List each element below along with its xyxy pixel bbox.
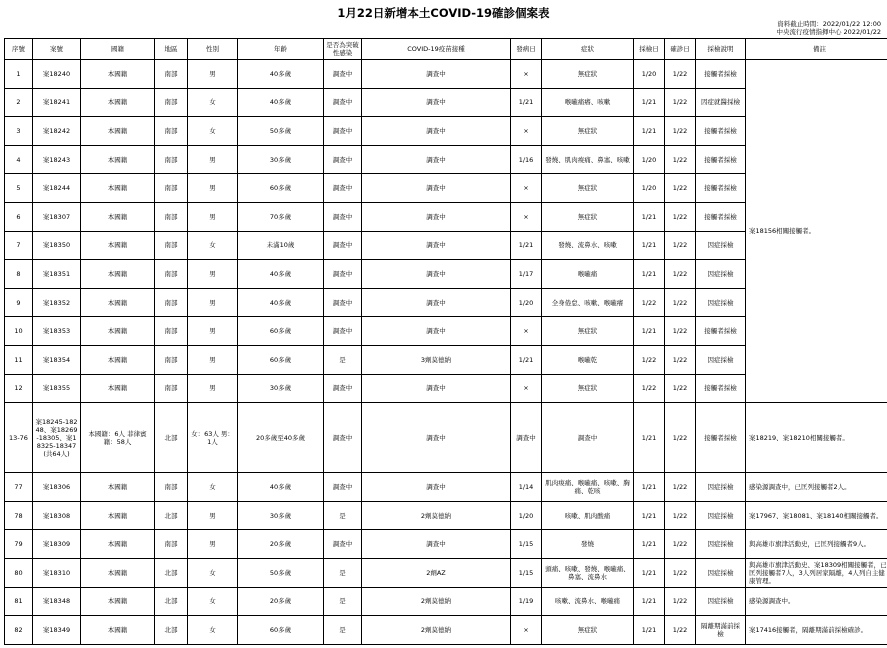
cell-gender: 男 bbox=[188, 374, 238, 403]
cell-sampling-reason: 接觸者採檢 bbox=[696, 317, 746, 346]
cell-symptoms: 喉嚨痛癢、咳嗽 bbox=[542, 88, 634, 117]
cell-sampling-reason: 接觸者採檢 bbox=[696, 117, 746, 146]
cell-sampling-reason: 因症採檢 bbox=[696, 530, 746, 559]
cell-region: 南部 bbox=[155, 374, 188, 403]
cell-onset-date: × bbox=[511, 117, 542, 146]
cell-seq: 8 bbox=[5, 260, 33, 289]
cell-gender: 男 bbox=[188, 60, 238, 89]
cell-region: 南部 bbox=[155, 60, 188, 89]
cell-gender: 男 bbox=[188, 202, 238, 231]
cell-seq: 82 bbox=[5, 616, 33, 645]
cell-breakthrough: 調查中 bbox=[324, 288, 362, 317]
cell-case-no: 案18242 bbox=[33, 117, 81, 146]
cell-sampling-reason: 接觸者採檢 bbox=[696, 202, 746, 231]
cell-case-no: 案18240 bbox=[33, 60, 81, 89]
cell-remarks: 與高雄市旗津活動史、案18309相關接觸者，已匡列接觸者7人，3人列居家隔離，4人列自主健康管理。 bbox=[746, 558, 887, 587]
cell-sample-date: 1/20 bbox=[634, 145, 665, 174]
cell-breakthrough: 調查中 bbox=[324, 231, 362, 260]
cell-vaccine: 調查中 bbox=[362, 202, 511, 231]
cell-region: 南部 bbox=[155, 88, 188, 117]
header-sampling-reason: 採檢說明 bbox=[696, 39, 746, 60]
cell-region: 南部 bbox=[155, 288, 188, 317]
cell-breakthrough: 是 bbox=[324, 587, 362, 616]
cell-onset-date: 1/21 bbox=[511, 88, 542, 117]
cell-region: 南部 bbox=[155, 530, 188, 559]
cell-confirm-date: 1/22 bbox=[665, 260, 696, 289]
cell-symptoms: 喉嚨痛 bbox=[542, 260, 634, 289]
cell-age: 70多歲 bbox=[238, 202, 324, 231]
cell-onset-date: × bbox=[511, 174, 542, 203]
table-row bbox=[5, 530, 887, 559]
cell-gender: 女 bbox=[188, 88, 238, 117]
cell-age: 50多歲 bbox=[238, 117, 324, 146]
cell-age: 40多歲 bbox=[238, 288, 324, 317]
cell-seq: 13-76 bbox=[5, 403, 33, 473]
cell-confirm-date: 1/22 bbox=[665, 374, 696, 403]
cell-nationality: 本國籍 bbox=[81, 317, 155, 346]
cell-confirm-date: 1/22 bbox=[665, 60, 696, 89]
cell-seq: 77 bbox=[5, 473, 33, 502]
cell-onset-date: 1/21 bbox=[511, 345, 542, 374]
cell-symptoms: 調查中 bbox=[542, 403, 634, 473]
cell-age: 60多歲 bbox=[238, 616, 324, 645]
cell-sampling-reason: 因症採檢 bbox=[696, 587, 746, 616]
table-row bbox=[5, 616, 887, 645]
cell-confirm-date: 1/22 bbox=[665, 288, 696, 317]
table-row bbox=[5, 558, 887, 587]
table-row bbox=[5, 473, 887, 502]
cell-confirm-date: 1/22 bbox=[665, 403, 696, 473]
header-vaccine: COVID-19疫苗接種 bbox=[362, 39, 511, 60]
header-region: 地區 bbox=[155, 39, 188, 60]
cell-region: 南部 bbox=[155, 145, 188, 174]
cell-confirm-date: 1/22 bbox=[665, 231, 696, 260]
cell-age: 60多歲 bbox=[238, 317, 324, 346]
cell-nationality: 本國籍 bbox=[81, 174, 155, 203]
cell-seq: 6 bbox=[5, 202, 33, 231]
cell-onset-date: 1/16 bbox=[511, 145, 542, 174]
cell-confirm-date: 1/22 bbox=[665, 587, 696, 616]
cell-breakthrough: 調查中 bbox=[324, 260, 362, 289]
cell-sample-date: 1/21 bbox=[634, 473, 665, 502]
cell-confirm-date: 1/22 bbox=[665, 616, 696, 645]
cell-case-no: 案18355 bbox=[33, 374, 81, 403]
cell-vaccine: 2劑莫德納 bbox=[362, 587, 511, 616]
cell-symptoms: 無症狀 bbox=[542, 202, 634, 231]
cell-gender: 女 bbox=[188, 231, 238, 260]
cell-confirm-date: 1/22 bbox=[665, 88, 696, 117]
cell-case-no: 案18348 bbox=[33, 587, 81, 616]
cell-sample-date: 1/21 bbox=[634, 403, 665, 473]
cell-region: 北部 bbox=[155, 403, 188, 473]
cell-vaccine: 調查中 bbox=[362, 231, 511, 260]
issuer-line: 中央流行疫情指揮中心 2022/01/22 bbox=[776, 28, 881, 36]
cell-onset-date: 1/15 bbox=[511, 530, 542, 559]
cell-symptoms: 喉嚨乾 bbox=[542, 345, 634, 374]
cell-onset-date: × bbox=[511, 317, 542, 346]
cell-nationality: 本國籍 bbox=[81, 616, 155, 645]
cell-age: 30多歲 bbox=[238, 501, 324, 530]
cell-seq: 3 bbox=[5, 117, 33, 146]
header-gender: 性別 bbox=[188, 39, 238, 60]
cell-symptoms: 發燒、肌肉痠痛、鼻塞、咳嗽 bbox=[542, 145, 634, 174]
cell-remarks: 感染源調查中，已匡列接觸者2人。 bbox=[746, 473, 887, 502]
cell-age: 30多歲 bbox=[238, 145, 324, 174]
cell-case-no: 案18309 bbox=[33, 530, 81, 559]
cell-nationality: 本國籍 bbox=[81, 231, 155, 260]
cell-symptoms: 發燒 bbox=[542, 530, 634, 559]
cell-nationality: 本國籍 bbox=[81, 530, 155, 559]
cell-gender: 女 bbox=[188, 117, 238, 146]
cell-sampling-reason: 因症採檢 bbox=[696, 345, 746, 374]
cell-nationality: 本國籍 bbox=[81, 558, 155, 587]
cell-vaccine: 調查中 bbox=[362, 530, 511, 559]
cell-age: 30多歲 bbox=[238, 374, 324, 403]
cell-sampling-reason: 因症採檢 bbox=[696, 473, 746, 502]
cell-nationality: 本國籍：6人 菲律賓籍：58人 bbox=[81, 403, 155, 473]
cell-region: 南部 bbox=[155, 117, 188, 146]
cell-remarks: 案17416接觸者，隔離期滿前採檢確診。 bbox=[746, 616, 887, 645]
cell-breakthrough: 調查中 bbox=[324, 403, 362, 473]
cell-vaccine: 調查中 bbox=[362, 317, 511, 346]
cell-seq: 80 bbox=[5, 558, 33, 587]
cell-breakthrough: 是 bbox=[324, 616, 362, 645]
cell-seq: 4 bbox=[5, 145, 33, 174]
cell-confirm-date: 1/22 bbox=[665, 501, 696, 530]
cell-sample-date: 1/22 bbox=[634, 374, 665, 403]
cell-sampling-reason: 隔離期滿前採檢 bbox=[696, 616, 746, 645]
cell-sampling-reason: 因症採檢 bbox=[696, 231, 746, 260]
header-remarks: 備註 bbox=[746, 39, 887, 60]
cell-region: 北部 bbox=[155, 616, 188, 645]
cell-nationality: 本國籍 bbox=[81, 145, 155, 174]
cell-seq: 7 bbox=[5, 231, 33, 260]
cell-remarks: 案18156相關接觸者。 bbox=[746, 60, 887, 403]
cell-vaccine: 調查中 bbox=[362, 174, 511, 203]
cell-sample-date: 1/21 bbox=[634, 317, 665, 346]
cell-region: 北部 bbox=[155, 587, 188, 616]
cell-age: 20多歲至40多歲 bbox=[238, 403, 324, 473]
cell-symptoms: 頭痛、咳嗽、發燒、喉嚨痛、鼻塞、流鼻水 bbox=[542, 558, 634, 587]
cell-vaccine: 調查中 bbox=[362, 88, 511, 117]
cell-sampling-reason: 接觸者採檢 bbox=[696, 403, 746, 473]
cell-breakthrough: 調查中 bbox=[324, 374, 362, 403]
cell-region: 南部 bbox=[155, 345, 188, 374]
cell-case-no: 案18353 bbox=[33, 317, 81, 346]
cell-region: 南部 bbox=[155, 231, 188, 260]
header-breakthrough: 是否為突破性感染 bbox=[324, 39, 362, 60]
cell-confirm-date: 1/22 bbox=[665, 530, 696, 559]
table-row bbox=[5, 60, 887, 89]
cell-case-no: 案18243 bbox=[33, 145, 81, 174]
cell-region: 北部 bbox=[155, 558, 188, 587]
cell-breakthrough: 調查中 bbox=[324, 60, 362, 89]
cell-onset-date: 調查中 bbox=[511, 403, 542, 473]
cell-sampling-reason: 因症採檢 bbox=[696, 260, 746, 289]
cell-sample-date: 1/22 bbox=[634, 288, 665, 317]
cell-case-no: 案18307 bbox=[33, 202, 81, 231]
cell-nationality: 本國籍 bbox=[81, 260, 155, 289]
cell-vaccine: 調查中 bbox=[362, 288, 511, 317]
cell-breakthrough: 是 bbox=[324, 558, 362, 587]
cell-breakthrough: 是 bbox=[324, 501, 362, 530]
cell-gender: 男 bbox=[188, 260, 238, 289]
cell-age: 20多歲 bbox=[238, 587, 324, 616]
cell-case-no: 案18310 bbox=[33, 558, 81, 587]
table-row bbox=[5, 501, 887, 530]
cell-case-no: 案18352 bbox=[33, 288, 81, 317]
cell-confirm-date: 1/22 bbox=[665, 117, 696, 146]
cell-onset-date: × bbox=[511, 374, 542, 403]
cell-symptoms: 肌肉痠痛、喉嚨痛、咳嗽、胸痛、乾咳 bbox=[542, 473, 634, 502]
cell-sampling-reason: 接觸者採檢 bbox=[696, 374, 746, 403]
cell-breakthrough: 調查中 bbox=[324, 317, 362, 346]
cell-region: 南部 bbox=[155, 473, 188, 502]
header-case-no: 案號 bbox=[33, 39, 81, 60]
cell-sample-date: 1/21 bbox=[634, 117, 665, 146]
cell-vaccine: 調查中 bbox=[362, 60, 511, 89]
cell-age: 40多歲 bbox=[238, 60, 324, 89]
cell-breakthrough: 調查中 bbox=[324, 202, 362, 231]
cell-nationality: 本國籍 bbox=[81, 288, 155, 317]
header-onset-date: 發病日 bbox=[511, 39, 542, 60]
cell-sample-date: 1/21 bbox=[634, 530, 665, 559]
cell-seq: 2 bbox=[5, 88, 33, 117]
cell-case-no: 案18308 bbox=[33, 501, 81, 530]
cell-nationality: 本國籍 bbox=[81, 473, 155, 502]
cell-symptoms: 咳嗽、肌肉酸痛 bbox=[542, 501, 634, 530]
cell-onset-date: 1/15 bbox=[511, 558, 542, 587]
cell-age: 60多歲 bbox=[238, 345, 324, 374]
cell-vaccine: 2劑莫德納 bbox=[362, 501, 511, 530]
cell-gender: 男 bbox=[188, 501, 238, 530]
cell-sampling-reason: 接觸者採檢 bbox=[696, 60, 746, 89]
cell-case-no: 案18354 bbox=[33, 345, 81, 374]
cell-case-no: 案18241 bbox=[33, 88, 81, 117]
cell-seq: 5 bbox=[5, 174, 33, 203]
cell-onset-date: 1/20 bbox=[511, 501, 542, 530]
cell-remarks: 感染源調查中。 bbox=[746, 587, 887, 616]
cell-seq: 81 bbox=[5, 587, 33, 616]
cell-onset-date: 1/17 bbox=[511, 260, 542, 289]
table-body bbox=[5, 60, 887, 645]
cell-vaccine: 2劑AZ bbox=[362, 558, 511, 587]
cell-sampling-reason: 因症採檢 bbox=[696, 501, 746, 530]
cell-gender: 男 bbox=[188, 145, 238, 174]
cell-region: 南部 bbox=[155, 202, 188, 231]
cell-gender: 男 bbox=[188, 174, 238, 203]
header-nationality: 國籍 bbox=[81, 39, 155, 60]
cell-gender: 女 bbox=[188, 473, 238, 502]
cell-seq: 79 bbox=[5, 530, 33, 559]
cell-symptoms: 發燒、流鼻水、咳嗽 bbox=[542, 231, 634, 260]
cell-confirm-date: 1/22 bbox=[665, 202, 696, 231]
cell-sample-date: 1/21 bbox=[634, 587, 665, 616]
report-meta bbox=[776, 20, 881, 36]
data-cutoff-time: 資料截止時間：2022/01/22 12:00 bbox=[777, 20, 881, 28]
cell-vaccine: 調查中 bbox=[362, 403, 511, 473]
cell-breakthrough: 調查中 bbox=[324, 174, 362, 203]
table-row bbox=[5, 587, 887, 616]
cell-sample-date: 1/21 bbox=[634, 501, 665, 530]
cell-symptoms: 無症狀 bbox=[542, 60, 634, 89]
cell-breakthrough: 調查中 bbox=[324, 117, 362, 146]
cell-sampling-reason: 接觸者採檢 bbox=[696, 174, 746, 203]
header-sample-date: 採檢日 bbox=[634, 39, 665, 60]
cell-gender: 女 bbox=[188, 558, 238, 587]
cell-age: 40多歲 bbox=[238, 473, 324, 502]
header-confirm-date: 確診日 bbox=[665, 39, 696, 60]
cell-vaccine: 3劑莫德納 bbox=[362, 345, 511, 374]
cell-sampling-reason: 接觸者採檢 bbox=[696, 145, 746, 174]
cell-nationality: 本國籍 bbox=[81, 501, 155, 530]
cell-confirm-date: 1/22 bbox=[665, 145, 696, 174]
cell-gender: 女 bbox=[188, 587, 238, 616]
cell-gender: 女 bbox=[188, 616, 238, 645]
header-row bbox=[5, 39, 887, 60]
cell-symptoms: 全身倦怠、咳嗽、喉嚨癢 bbox=[542, 288, 634, 317]
cell-sample-date: 1/21 bbox=[634, 260, 665, 289]
cell-breakthrough: 調查中 bbox=[324, 88, 362, 117]
cell-region: 南部 bbox=[155, 317, 188, 346]
cell-remarks: 與高雄市旗津活動史，已匡列接觸者9人。 bbox=[746, 530, 887, 559]
header-seq: 序號 bbox=[5, 39, 33, 60]
cell-onset-date: × bbox=[511, 616, 542, 645]
cell-onset-date: 1/19 bbox=[511, 587, 542, 616]
cell-breakthrough: 是 bbox=[324, 345, 362, 374]
cell-vaccine: 調查中 bbox=[362, 473, 511, 502]
cell-nationality: 本國籍 bbox=[81, 587, 155, 616]
cell-age: 未滿10歲 bbox=[238, 231, 324, 260]
cell-onset-date: 1/14 bbox=[511, 473, 542, 502]
header-age: 年齡 bbox=[238, 39, 324, 60]
cell-seq: 10 bbox=[5, 317, 33, 346]
cell-symptoms: 無症狀 bbox=[542, 317, 634, 346]
cell-vaccine: 2劑莫德納 bbox=[362, 616, 511, 645]
cell-sample-date: 1/21 bbox=[634, 231, 665, 260]
cell-onset-date: 1/20 bbox=[511, 288, 542, 317]
cell-age: 40多歲 bbox=[238, 88, 324, 117]
cell-breakthrough: 調查中 bbox=[324, 530, 362, 559]
cell-age: 20多歲 bbox=[238, 530, 324, 559]
cell-nationality: 本國籍 bbox=[81, 60, 155, 89]
cell-case-no: 案18350 bbox=[33, 231, 81, 260]
cell-confirm-date: 1/22 bbox=[665, 317, 696, 346]
cell-region: 南部 bbox=[155, 174, 188, 203]
cell-breakthrough: 調查中 bbox=[324, 145, 362, 174]
cell-confirm-date: 1/22 bbox=[665, 174, 696, 203]
cell-sampling-reason: 因症採檢 bbox=[696, 558, 746, 587]
cell-sample-date: 1/20 bbox=[634, 174, 665, 203]
cell-symptoms: 無症狀 bbox=[542, 616, 634, 645]
cell-gender: 男 bbox=[188, 345, 238, 374]
cell-symptoms: 無症狀 bbox=[542, 117, 634, 146]
cell-case-no: 案18245-18248、案18269-18305、案18325-18347 (共64人) bbox=[33, 403, 81, 473]
cell-nationality: 本國籍 bbox=[81, 202, 155, 231]
cell-remarks: 案17967、案18081、案18140相關接觸者。 bbox=[746, 501, 887, 530]
cell-gender: 男 bbox=[188, 530, 238, 559]
cell-sample-date: 1/21 bbox=[634, 558, 665, 587]
cell-sampling-reason: 因症採檢 bbox=[696, 288, 746, 317]
cell-case-no: 案18306 bbox=[33, 473, 81, 502]
cell-vaccine: 調查中 bbox=[362, 117, 511, 146]
cell-age: 50多歲 bbox=[238, 558, 324, 587]
cell-vaccine: 調查中 bbox=[362, 374, 511, 403]
cell-symptoms: 無症狀 bbox=[542, 174, 634, 203]
cell-sample-date: 1/22 bbox=[634, 345, 665, 374]
cell-onset-date: 1/21 bbox=[511, 231, 542, 260]
cell-nationality: 本國籍 bbox=[81, 345, 155, 374]
cell-seq: 12 bbox=[5, 374, 33, 403]
cell-seq: 9 bbox=[5, 288, 33, 317]
cell-breakthrough: 調查中 bbox=[324, 473, 362, 502]
cell-onset-date: × bbox=[511, 202, 542, 231]
cell-sample-date: 1/20 bbox=[634, 60, 665, 89]
cell-region: 北部 bbox=[155, 501, 188, 530]
header-symptoms: 症狀 bbox=[542, 39, 634, 60]
cell-symptoms: 無症狀 bbox=[542, 374, 634, 403]
table-row-group bbox=[5, 403, 887, 473]
cell-nationality: 本國籍 bbox=[81, 117, 155, 146]
cell-vaccine: 調查中 bbox=[362, 145, 511, 174]
cell-sampling-reason: 因症就醫採檢 bbox=[696, 88, 746, 117]
page-title: 1月22日新增本土COVID-19確診個案表 bbox=[337, 6, 550, 20]
cell-gender: 男 bbox=[188, 288, 238, 317]
cell-vaccine: 調查中 bbox=[362, 260, 511, 289]
cell-sample-date: 1/21 bbox=[634, 616, 665, 645]
cell-age: 60多歲 bbox=[238, 174, 324, 203]
cell-onset-date: × bbox=[511, 60, 542, 89]
cell-case-no: 案18351 bbox=[33, 260, 81, 289]
cell-confirm-date: 1/22 bbox=[665, 345, 696, 374]
cell-confirm-date: 1/22 bbox=[665, 558, 696, 587]
cell-case-no: 案18349 bbox=[33, 616, 81, 645]
cell-symptoms: 咳嗽、流鼻水、喉嚨痛 bbox=[542, 587, 634, 616]
cell-seq: 78 bbox=[5, 501, 33, 530]
cell-sample-date: 1/21 bbox=[634, 202, 665, 231]
cell-seq: 11 bbox=[5, 345, 33, 374]
cell-gender: 女：63人 男：1人 bbox=[188, 403, 238, 473]
cell-nationality: 本國籍 bbox=[81, 374, 155, 403]
case-table bbox=[4, 38, 887, 645]
cell-remarks: 案18219、案18210相關接觸者。 bbox=[746, 403, 887, 473]
cell-age: 40多歲 bbox=[238, 260, 324, 289]
cell-case-no: 案18244 bbox=[33, 174, 81, 203]
cell-confirm-date: 1/22 bbox=[665, 473, 696, 502]
cell-sample-date: 1/21 bbox=[634, 88, 665, 117]
cell-seq: 1 bbox=[5, 60, 33, 89]
cell-region: 南部 bbox=[155, 260, 188, 289]
cell-nationality: 本國籍 bbox=[81, 88, 155, 117]
cell-gender: 男 bbox=[188, 317, 238, 346]
